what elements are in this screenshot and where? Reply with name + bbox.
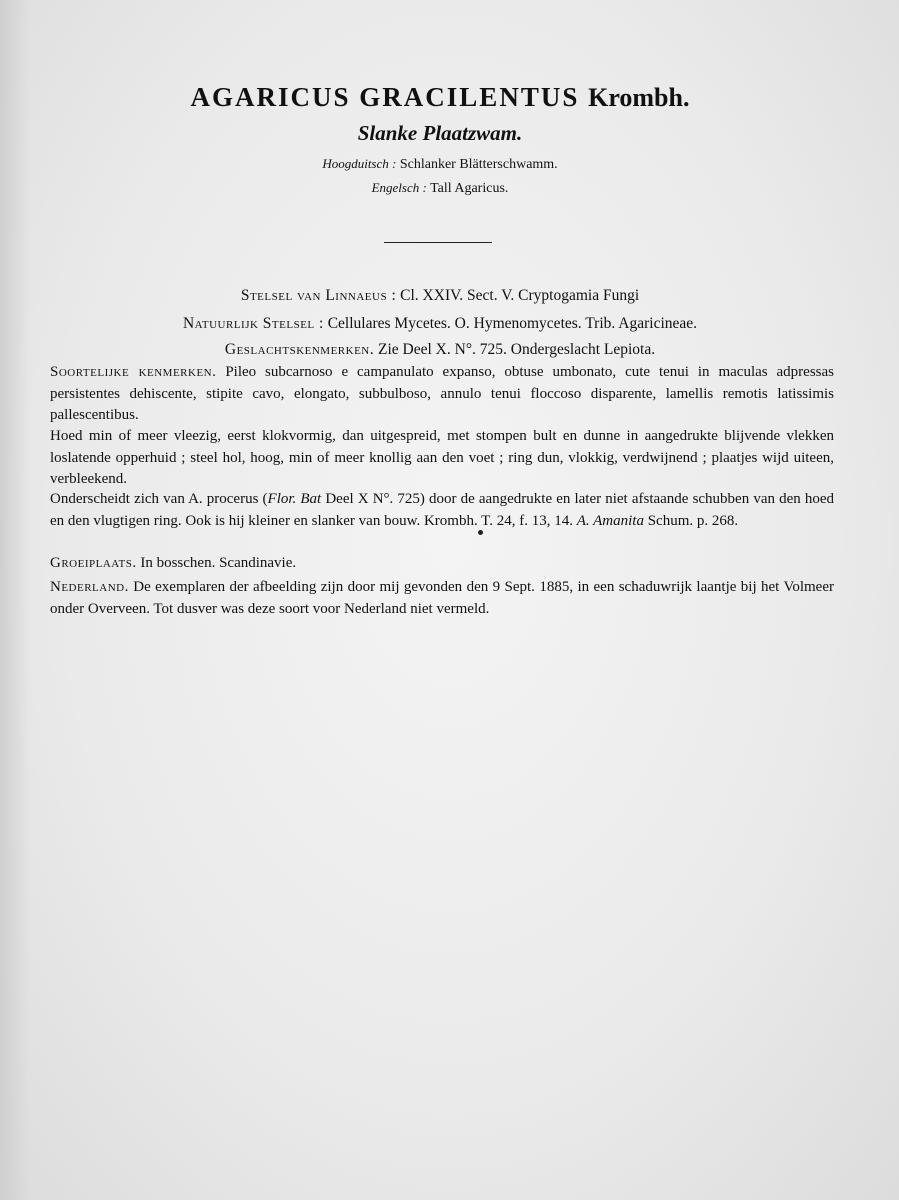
english-name-line bbox=[0, 180, 880, 197]
habitat-text: In bosschen. Scandinavie. bbox=[140, 555, 297, 571]
genus-text: Zie Deel X. N°. 725. Ondergeslacht Lepiota. bbox=[378, 341, 656, 358]
netherlands-label: Nederland. bbox=[50, 579, 129, 595]
species-synonym: A. Amanita bbox=[576, 512, 644, 529]
species-title bbox=[0, 82, 880, 113]
distinction-text-a: Onderscheidt zich van A. procerus ( bbox=[50, 491, 268, 507]
flora-reference: Flor. Bat bbox=[267, 491, 322, 507]
habitat-paragraph bbox=[50, 553, 834, 575]
species-label: Soortelijke kenmerken. bbox=[50, 364, 217, 380]
netherlands-paragraph bbox=[50, 577, 834, 620]
distinction-text-b: Deel X N°. 725) door de aangedrukte en later niet afstaande schubben van den hoed en den vlugtigen ring. Ook is hij kleiner en slanker van bouw. Krombh. T. 24, f. 13, 14. bbox=[50, 491, 834, 529]
natural-label: Natuurlijk Stelsel : bbox=[182, 315, 324, 332]
habitat-label: Groeiplaats. bbox=[50, 555, 137, 571]
genus-characters-line bbox=[0, 341, 880, 359]
linnaeus-label: Stelsel van Linnaeus : bbox=[240, 287, 397, 304]
author-abbreviation: Krombh. bbox=[588, 83, 690, 112]
netherlands-text: De exemplaren der afbeelding zijn door mij gevonden den 9 Sept. 1885, in een schaduwrijk laantje bij het Volmeer onder Overveen. Tot dusver was deze soort voor Nederland niet vermeld. bbox=[50, 579, 834, 617]
dutch-common-name: Slanke Plaatzwam. bbox=[357, 121, 523, 145]
linnaeus-system-line bbox=[0, 287, 880, 305]
natural-system-line bbox=[0, 315, 880, 333]
linnaeus-text: Cl. XXIV. Sect. V. Cryptogamia Fungi bbox=[400, 287, 640, 304]
natural-text: Cellulares Mycetes. O. Hymenomycetes. Trib. Agaricineae. bbox=[327, 315, 698, 332]
german-label: Hoogduitsch : bbox=[322, 156, 397, 171]
description-paragraph: Hoed min of meer vleezig, eerst klokvormig, dan uitgespreid, met stompen bult en dunne in aangedrukte blijvende vlekken loslatende opperhuid ; steel hol, hoog, min of meer knollig aan den voet ; ring dun, vlokkig, verdwijnend ; plaatjes wijd uiteen, verbleekend. bbox=[50, 428, 834, 487]
english-name: Tall Agaricus. bbox=[430, 181, 509, 196]
latin-name: AGARICUS GRACILENTUS bbox=[190, 82, 580, 112]
english-label: Engelsch : bbox=[371, 180, 427, 195]
genus-label: Geslachtskenmerken. bbox=[224, 341, 375, 358]
distinction-paragraph bbox=[50, 489, 834, 532]
ink-speck bbox=[478, 530, 483, 535]
divider-rule bbox=[384, 242, 492, 243]
species-characters-paragraph bbox=[50, 362, 834, 427]
german-name: Schlanker Blätterschwamm. bbox=[399, 157, 558, 172]
species-text: Pileo subcarnoso e campanulato expanso, obtuse umbonato, cute tenui in maculas adpressas persistentes dehiscente, stipite cavo, elongato, subbulboso, annulo tenui floccoso disparente, lamellis remotis latissimis pallescentibus. bbox=[50, 364, 834, 423]
distinction-text-c: Schum. p. 268. bbox=[643, 512, 739, 529]
german-name-line bbox=[0, 156, 880, 173]
